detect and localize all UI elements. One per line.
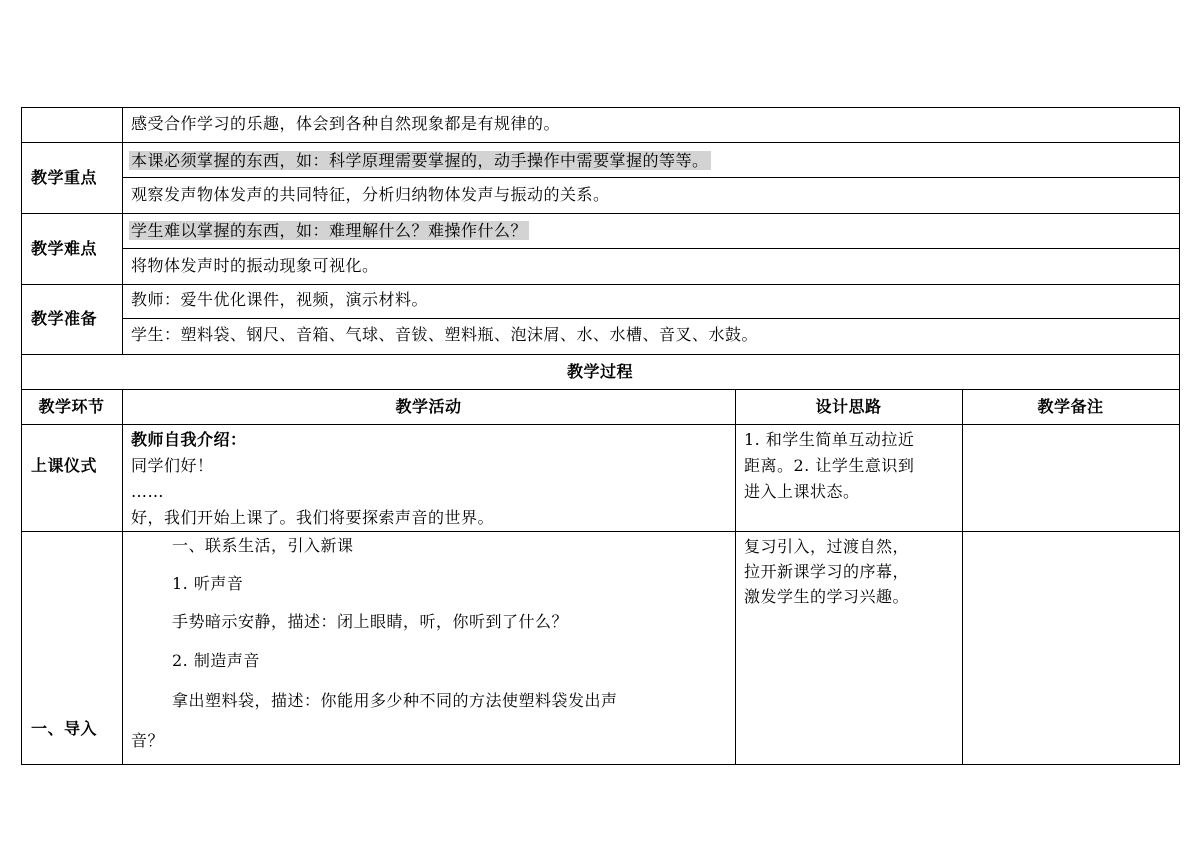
preparation-student: 学生：塑料袋、钢尺、音箱、气球、音钹、塑料瓶、泡沫屑、水、水槽、音叉、水鼓。: [131, 325, 759, 344]
header-activity: 教学活动: [395, 397, 462, 416]
table-border: [735, 389, 736, 765]
table-border: [122, 177, 1180, 178]
difficulties-content: 将物体发声时的振动现象可视化。: [131, 256, 379, 275]
intro-activity-line: 一、联系生活，引入新课: [172, 536, 354, 555]
ceremony-activity-line: ……: [131, 482, 164, 501]
table-border: [122, 389, 123, 765]
key-points-hint: 本课必须掌握的东西，如：科学原理需要掌握的，动手操作中需要掌握的等等。: [131, 151, 709, 170]
ceremony-activity-line: 好，我们开始上课了。我们将要探索声音的世界。: [131, 508, 495, 527]
intro-stage: 一、导入: [31, 719, 98, 738]
table-border: [21, 142, 1180, 143]
table-border: [21, 531, 1180, 532]
header-design: 设计思路: [815, 397, 882, 416]
key-points-content: 观察发声物体发声的共同特征，分析归纳物体发声与振动的关系。: [131, 185, 610, 204]
process-title: 教学过程: [566, 362, 633, 381]
intro-activity-line: 手势暗示安静，描述：闭上眼睛，听，你听到了什么？: [172, 612, 569, 631]
intro-activity-line: 拿出塑料袋，描述：你能用多少种不同的方法使塑料袋发出声: [172, 691, 618, 710]
intro-design-line: 拉开新课学习的序幕，: [744, 562, 910, 581]
header-notes: 教学备注: [1037, 397, 1104, 416]
table-border: [21, 284, 1180, 285]
ceremony-design-line: 进入上课状态。: [744, 482, 860, 501]
key-points-hint-cell: [129, 150, 711, 172]
table-border: [21, 764, 1180, 765]
intro-activity-line: 1. 听声音: [172, 574, 244, 593]
table-border: [122, 318, 1180, 319]
ceremony-activity-line: 同学们好！: [131, 456, 214, 475]
table-border: [122, 107, 123, 354]
ceremony-stage: 上课仪式: [31, 456, 98, 475]
table-border: [1179, 107, 1180, 765]
intro-design-line: 复习引入，过渡自然，: [744, 537, 910, 556]
header-stage: 教学环节: [38, 397, 105, 416]
intro-activity-line: 音？: [131, 731, 165, 750]
table-border: [21, 107, 22, 765]
emotion-goal-text: 感受合作学习的乐趣，体会到各种自然现象都是有规律的。: [131, 114, 561, 133]
ceremony-activity-title: 教师自我介绍：: [131, 430, 247, 449]
table-border: [21, 354, 1180, 355]
difficulties-label: 教学难点: [31, 239, 98, 258]
table-border: [962, 389, 963, 765]
key-points-label: 教学重点: [31, 168, 98, 187]
preparation-teacher: 教师：爱牛优化课件，视频，演示材料。: [131, 290, 429, 309]
ceremony-design-line: 距离。2. 让学生意识到: [744, 456, 915, 475]
preparation-label: 教学准备: [31, 309, 98, 328]
table-border: [21, 389, 1180, 390]
difficulties-hint-cell: [129, 220, 529, 242]
table-border: [21, 107, 1180, 108]
intro-design-line: 激发学生的学习兴趣。: [744, 587, 910, 606]
ceremony-design-line: 1. 和学生简单互动拉近: [744, 430, 915, 449]
table-border: [122, 248, 1180, 249]
table-border: [21, 213, 1180, 214]
table-border: [21, 424, 1180, 425]
difficulties-hint: 学生难以掌握的东西，如：难理解什么？难操作什么？: [131, 221, 528, 240]
intro-activity-line: 2. 制造声音: [172, 651, 260, 670]
